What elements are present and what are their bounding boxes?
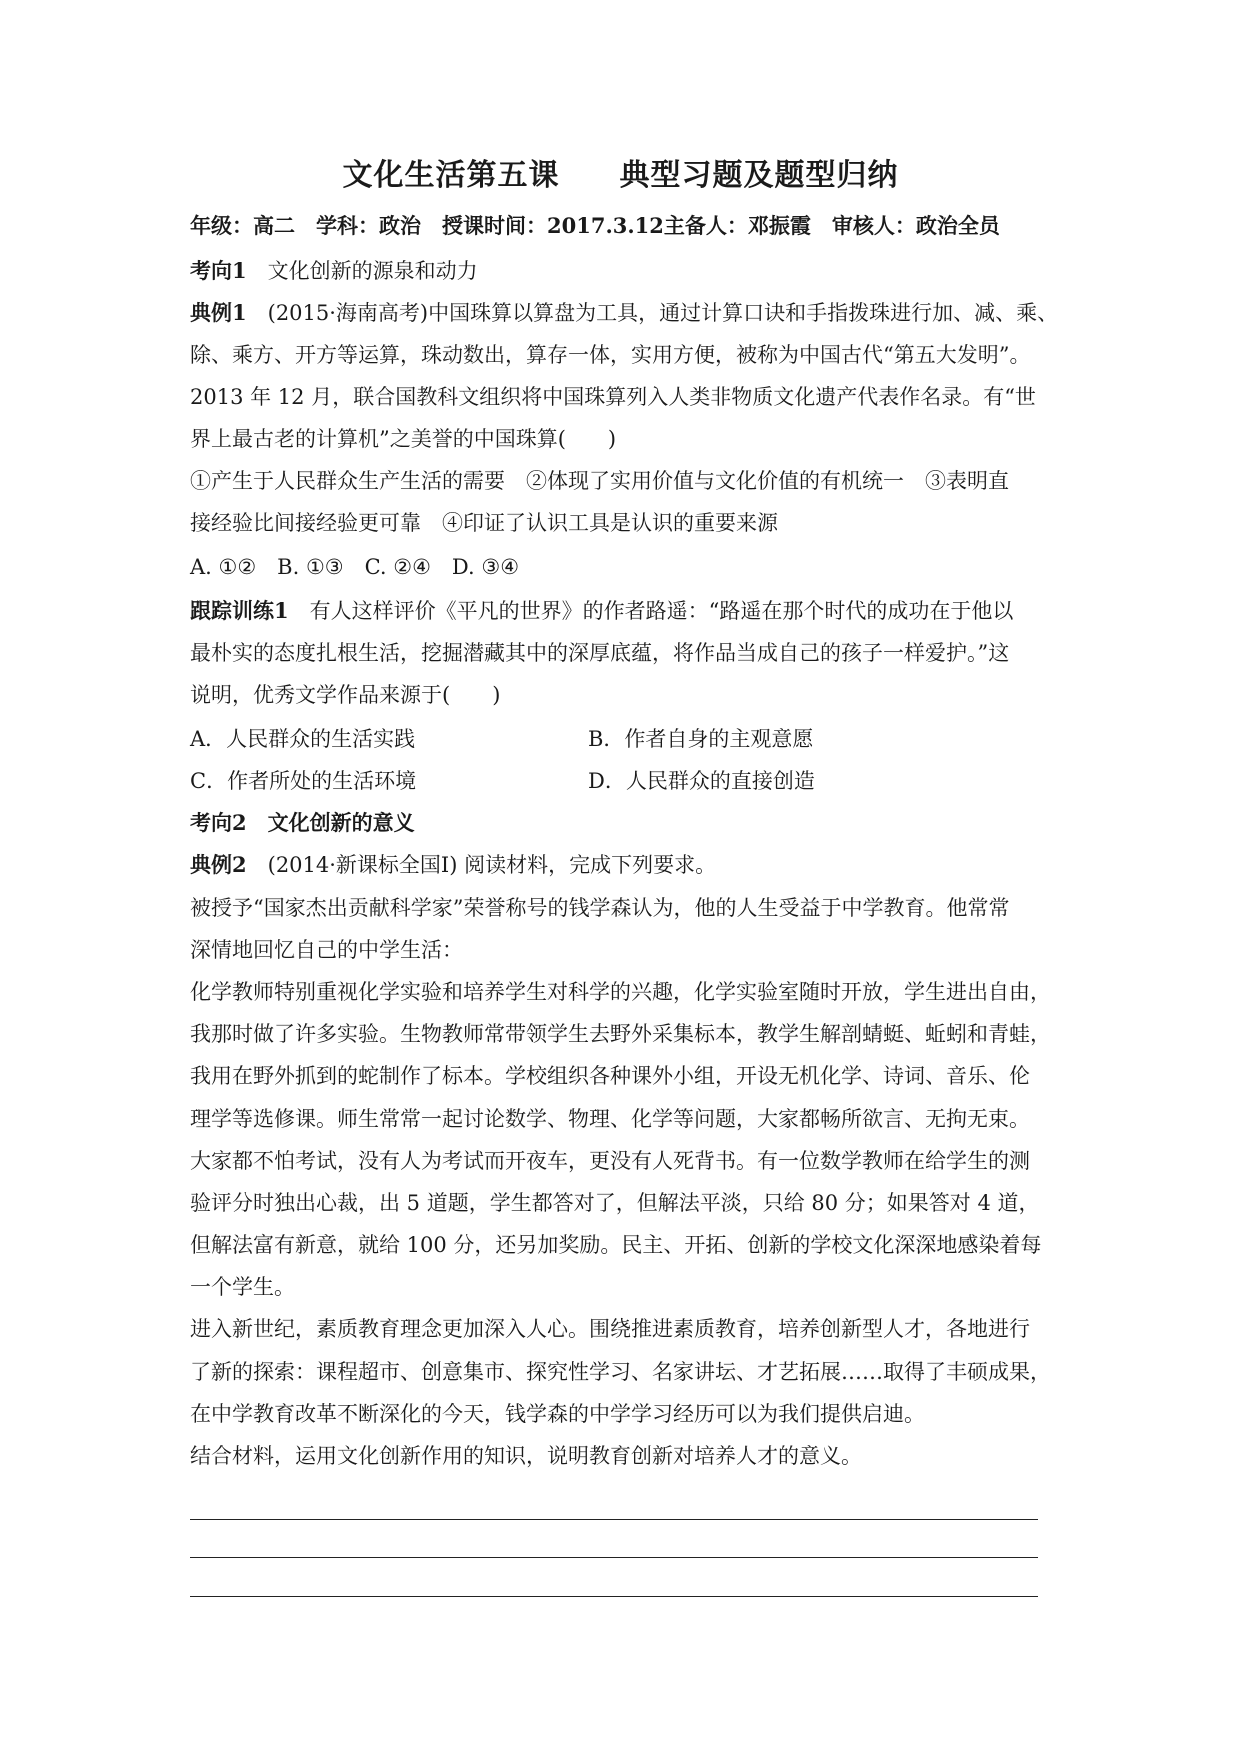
- example1-line-1: 除、乘方、开方等运算，珠动数出，算存一体，实用方便，被称为中国古代“第五大发明”。: [190, 343, 1031, 367]
- example2-line-4: 我用在野外抓到的蛇制作了标本。学校组织各种课外小组，开设无机化学、诗词、音乐、伦: [190, 1064, 1030, 1088]
- example2-line-9: 一个学生。: [190, 1275, 295, 1299]
- example2-line-12: 在中学教育改革不断深化的今天，钱学森的中学学习经历可以为我们提供启迪。: [190, 1402, 925, 1426]
- title-part1: 文化生活第五课: [342, 158, 560, 193]
- example1-label: 典例1: [190, 300, 247, 325]
- practice1-line-0: 跟踪训练1 有人这样评价《平凡的世界》的作者路遥：“路遥在那个时代的成功在于他以: [190, 598, 1014, 623]
- option-d: D．人民群众的直接创造: [588, 769, 815, 793]
- option-a: A．人民群众的生活实践: [190, 727, 416, 751]
- practice1-label: 跟踪训练1: [190, 598, 289, 623]
- example2-line-0: 被授予“国家杰出贡献科学家”荣誉称号的钱学森认为，他的人生受益于中学教育。他常常: [190, 896, 1010, 920]
- example2-line-10: 进入新世纪，素质教育理念更加深入人心。围绕推进素质教育，培养创新型人才，各地进行: [190, 1317, 1030, 1341]
- example2-line-8: 但解法富有新意，就给 100 分，还另加奖励。民主、开拓、创新的学校文化深深地感染着每: [190, 1233, 1042, 1257]
- example1-line-3: 界上最古老的计算机”之美誉的中国珠算( ): [190, 427, 617, 451]
- section1-label: 考向1: [190, 258, 247, 283]
- page-title: [0, 150, 1241, 194]
- answer-line-1: [190, 1519, 1038, 1520]
- answer-line-3: [190, 1596, 1038, 1597]
- example2-line-6: 大家都不怕考试，没有人为考试而开夜车，更没有人死背书。有一位数学教师在给学生的测: [190, 1149, 1030, 1173]
- example1-line-0: 典例1 (2015·海南高考)中国珠算以算盘为工具，通过计算口诀和手指拨珠进行加、减、乘、: [190, 300, 1059, 325]
- title-part2: 典型习题及题型归纳: [619, 158, 899, 193]
- info-line: 年级：高二 学科：政治 授课时间：2017.3.12主备人：邓振霞 审核人：政治全员: [190, 213, 1000, 238]
- section2-heading: [190, 807, 1065, 837]
- answer-line-2: [190, 1557, 1038, 1558]
- example1-line-5: 接经验比间接经验更可靠 ④印证了认识工具是认识的重要来源: [190, 511, 778, 535]
- section1-title: 文化创新的源泉和动力: [267, 259, 478, 283]
- option-c: C．作者所处的生活环境: [190, 769, 417, 793]
- example2-intro: 典例2 (2014·新课标全国Ⅰ) 阅读材料，完成下列要求。: [190, 852, 717, 877]
- example2-line-1: 深情地回忆自己的中学生活：: [190, 938, 463, 962]
- section2-title: 文化创新的意义: [267, 810, 415, 835]
- practice1-options-row1: [190, 723, 1065, 753]
- example2-line-5: 理学等选修课。师生常常一起讨论数学、物理、化学等问题，大家都畅所欲言、无拘无束。: [190, 1107, 1030, 1131]
- practice1-line-1: 最朴实的态度扎根生活，挖掘潜藏其中的深厚底蕴，将作品当成自己的孩子一样爱护。”这: [190, 641, 1010, 665]
- example1-options: A. ①② B. ①③ C. ②④ D. ③④: [190, 555, 520, 579]
- example2-line-3: 我那时做了许多实验。生物教师常带领学生去野外采集标本，教学生解剖蜻蜓、蚯蚓和青蛙，: [190, 1022, 1051, 1046]
- example2-label: 典例2: [190, 852, 247, 877]
- example2-line-11: 了新的探索：课程超市、创意集市、探究性学习、名家讲坛、才艺拓展……取得了丰硕成果，: [190, 1360, 1051, 1384]
- example1-line-2: 2013 年 12 月，联合国教科文组织将中国珠算列入人类非物质文化遗产代表作名录。有“世: [190, 385, 1036, 409]
- example1-line-4: ①产生于人民群众生产生活的需要 ②体现了实用价值与文化价值的有机统一 ③表明直: [190, 469, 1009, 493]
- example2-question: 结合材料，运用文化创新作用的知识，说明教育创新对培养人才的意义。: [190, 1444, 862, 1468]
- example2-line-2: 化学教师特别重视化学实验和培养学生对科学的兴趣，化学实验室随时开放，学生进出自由，: [190, 980, 1051, 1004]
- practice1-line-2: 说明，优秀文学作品来源于( ): [190, 683, 501, 707]
- section2-label: 考向2: [190, 810, 247, 835]
- practice1-options-row2: [190, 765, 1065, 795]
- option-b: B．作者自身的主观意愿: [588, 727, 814, 751]
- section1-heading: [190, 255, 1065, 285]
- example2-line-7: 验评分时独出心裁，出 5 道题，学生都答对了，但解法平淡，只给 80 分；如果答对 4 道，: [190, 1191, 1040, 1215]
